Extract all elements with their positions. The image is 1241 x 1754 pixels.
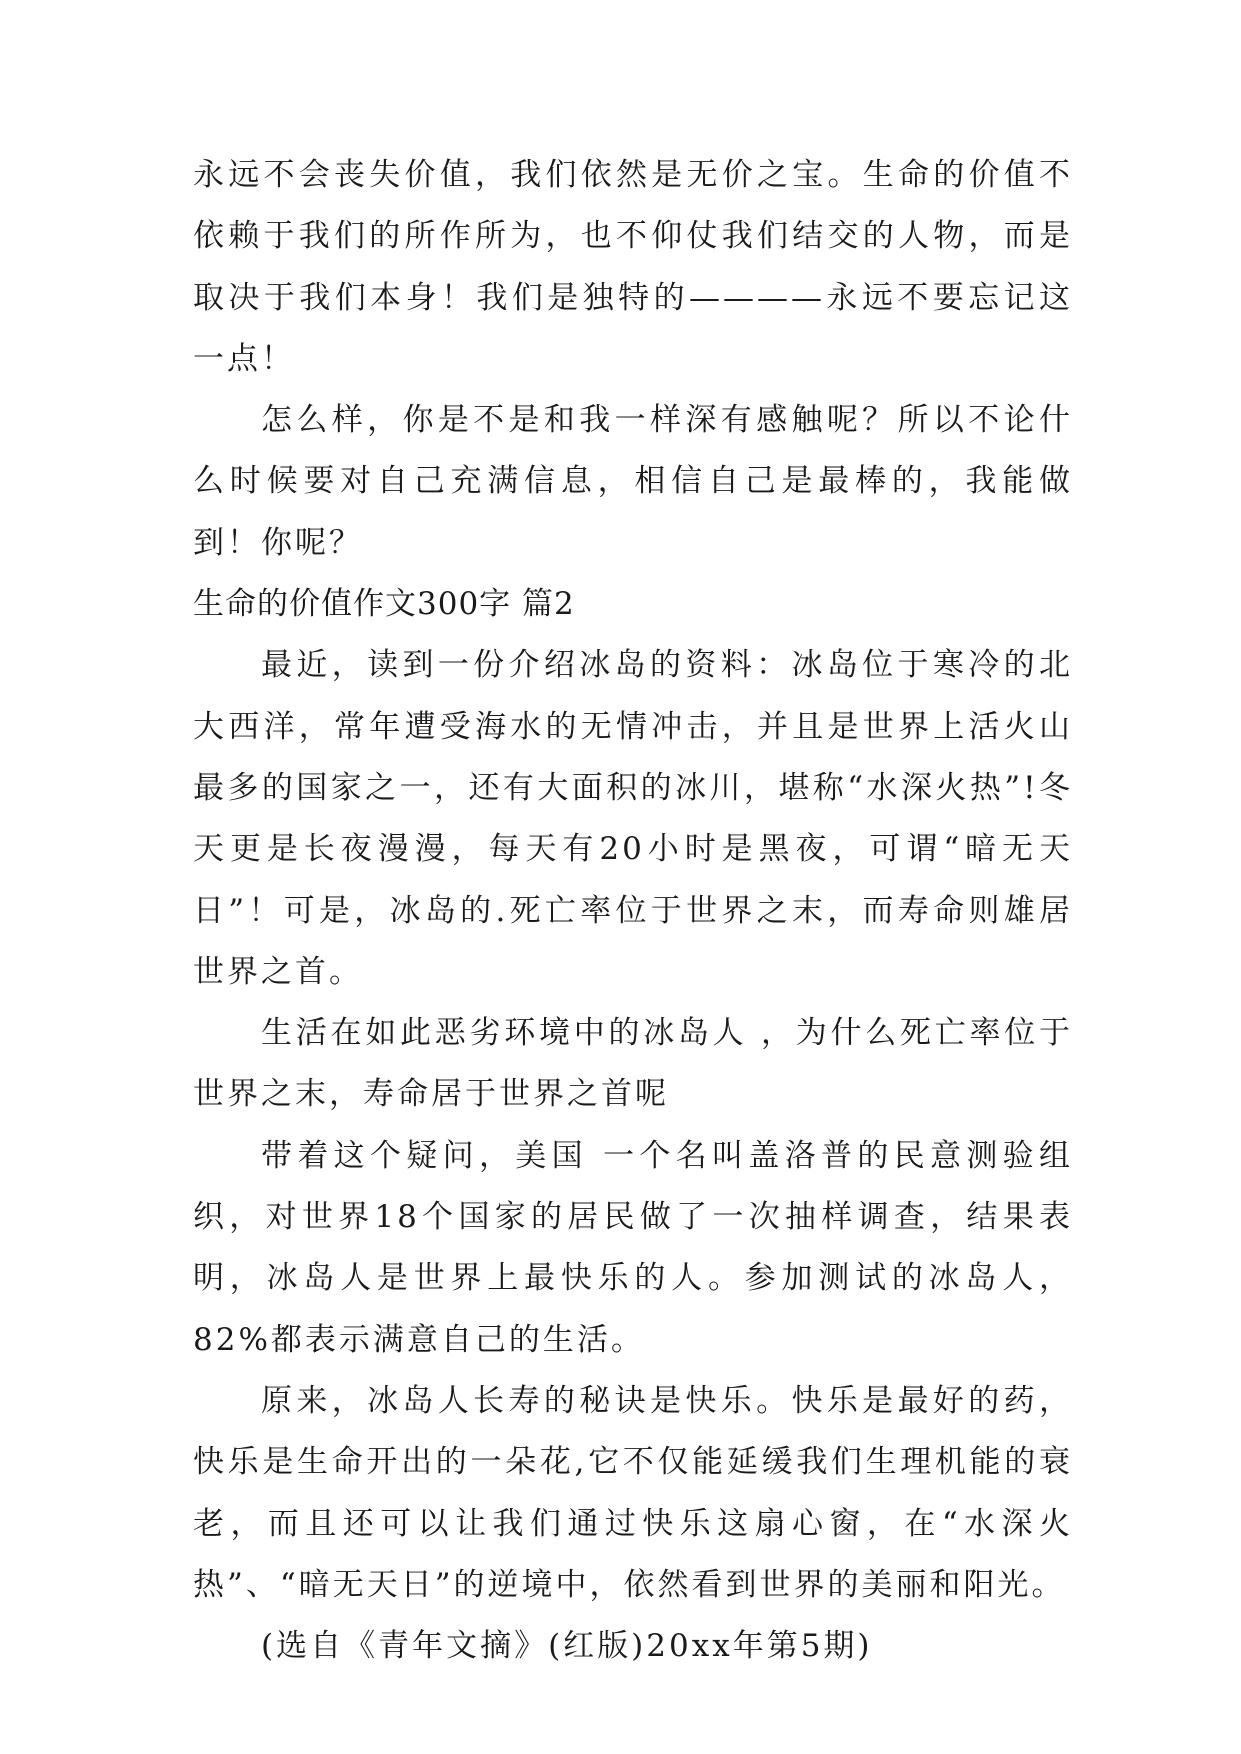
paragraph: 带着这个疑问，美国 一个名叫盖洛普的民意测验组织，对世界18个国家的居民做了一次抽样调查，结果表明，冰岛人是世界上最快乐的人。参加测试的冰岛人，82%都表示满意自己的生活。 (193, 1137, 1073, 1358)
paragraph-continuation: 永远不会丧失价值，我们依然是无价之宝。生命的价值不依赖于我们的所作所为，也不仰仗我们结交的人物，而是取决于我们本身！我们是独特的————永远不要忘记这一点！ (193, 157, 1073, 377)
paragraph: 原来，冰岛人长寿的秘诀是快乐。快乐是最好的药，快乐是生命开出的一朵花,它不仅能延缓我们生理机能的衰老，而且还可以让我们通过快乐这扇心窗，在“水深火热”、“暗无天日”的逆境中，依然看到世界的美丽和阳光。 (193, 1382, 1073, 1603)
section-heading: 生命的价值作文300字 篇2 (193, 586, 575, 623)
paragraph: 怎么样，你是不是和我一样深有感触呢？所以不论什么时候要对自己充满信息，相信自己是最棒的，我能做到！你呢？ (193, 402, 1073, 561)
paragraph: 生活在如此恶劣环境中的冰岛人 ，为什么死亡率位于世界之末，寿命居于世界之首呢 (193, 1015, 1073, 1113)
paragraph: 最近，读到一份介绍冰岛的资料：冰岛位于寒冷的北大西洋，常年遭受海水的无情冲击，并且是世界上活火山最多的国家之一，还有大面积的冰川，堪称“水深火热”!冬天更是长夜漫漫，每天有20小时是黑夜，可谓“暗无天日”！可是，冰岛的.死亡率位于世界之末，而寿命则雄居世界之首。 (193, 647, 1073, 990)
source-citation: (选自《青年文摘》(红版)20xx年第5期) (261, 1628, 873, 1665)
document-body (193, 145, 1073, 1677)
